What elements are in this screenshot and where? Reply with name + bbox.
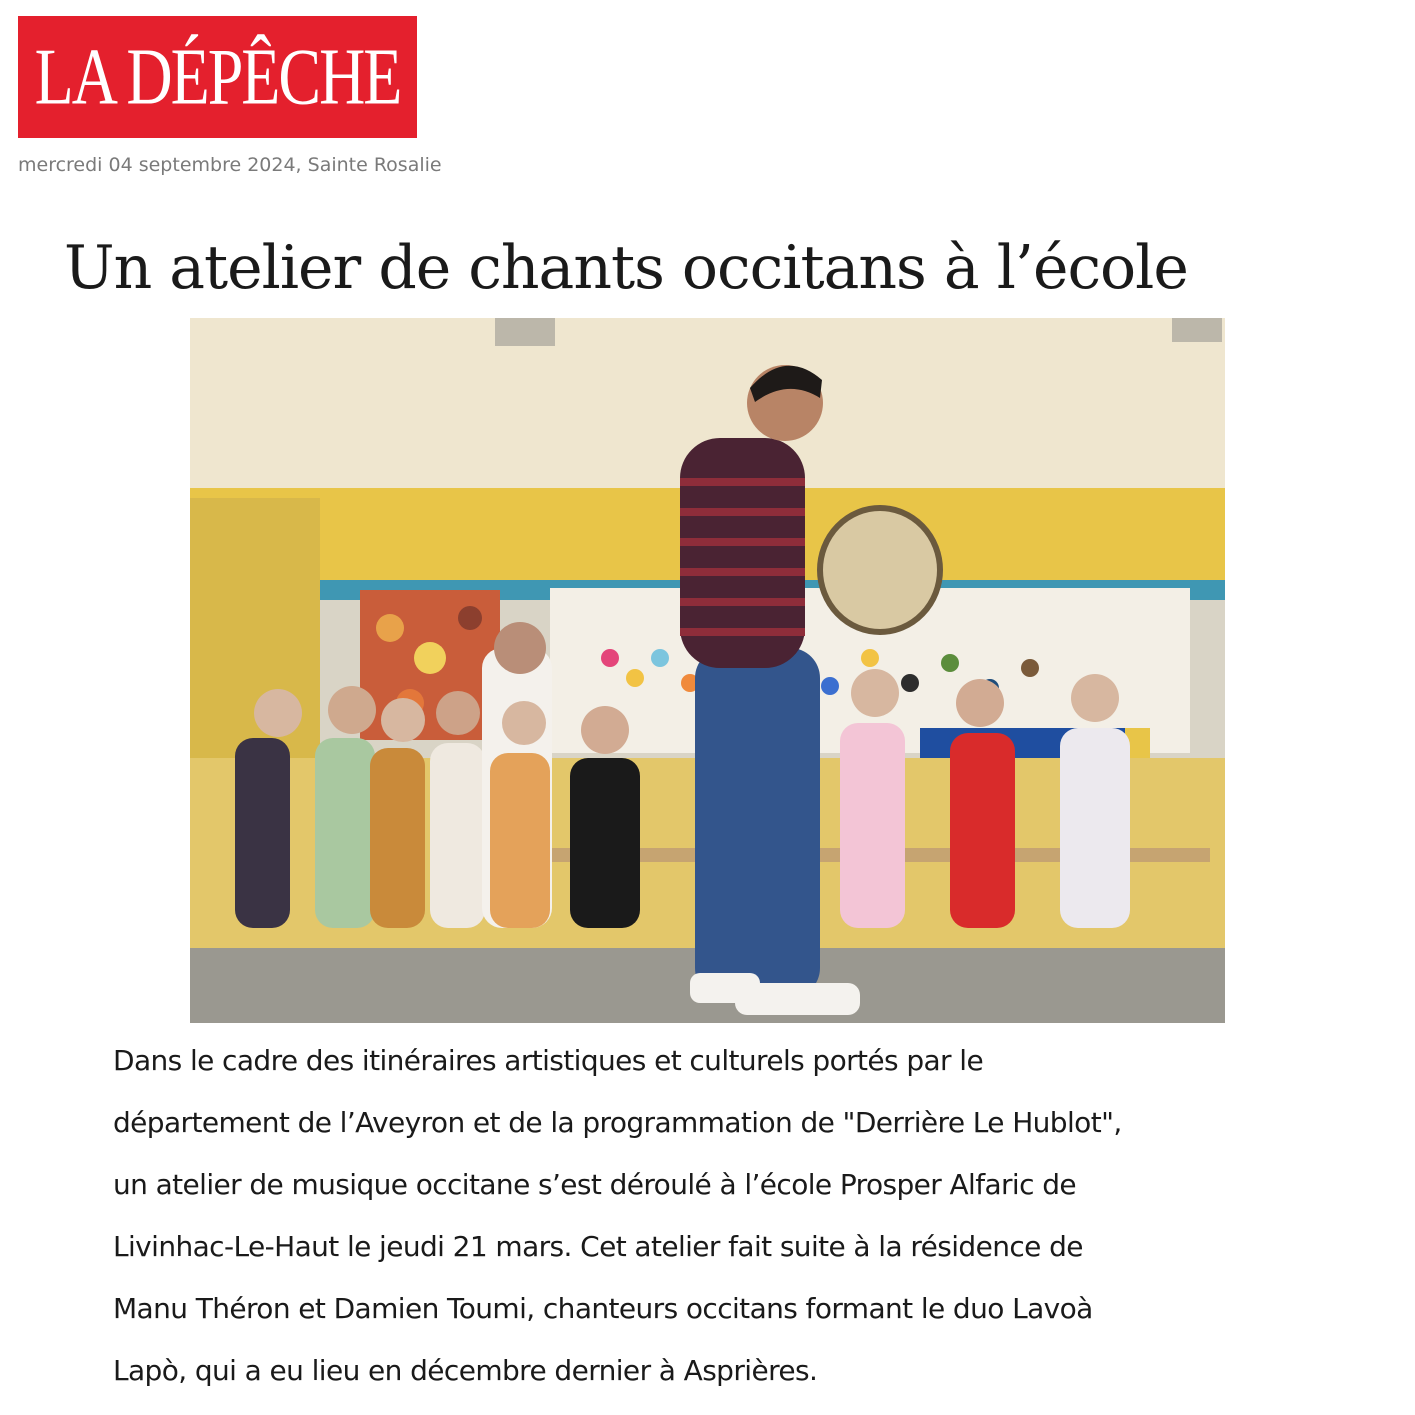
dateline: mercredi 04 septembre 2024, Sainte Rosalie bbox=[18, 154, 442, 176]
logo-text: LA DÉPÊCHE bbox=[34, 32, 401, 121]
article-title: Un atelier de chants occitans à l’école bbox=[64, 233, 1188, 303]
body-line: Livinhac-Le-Haut le jeudi 21 mars. Cet atelier fait suite à la résidence de bbox=[113, 1230, 1083, 1263]
body-line: Manu Théron et Damien Toumi, chanteurs occitans formant le duo Lavoà bbox=[113, 1292, 1093, 1325]
body-line: Lapò, qui a eu lieu en décembre dernier à Asprières. bbox=[113, 1354, 818, 1387]
article-photo bbox=[190, 318, 1225, 1023]
body-line: département de l’Aveyron et de la programmation de "Derrière Le Hublot", bbox=[113, 1106, 1122, 1139]
body-line: un atelier de musique occitane s’est déroulé à l’école Prosper Alfaric de bbox=[113, 1168, 1077, 1201]
body-line: Dans le cadre des itinéraires artistiques et culturels portés par le bbox=[113, 1044, 984, 1077]
site-logo[interactable] bbox=[18, 16, 417, 138]
article-body bbox=[113, 1030, 1313, 1402]
